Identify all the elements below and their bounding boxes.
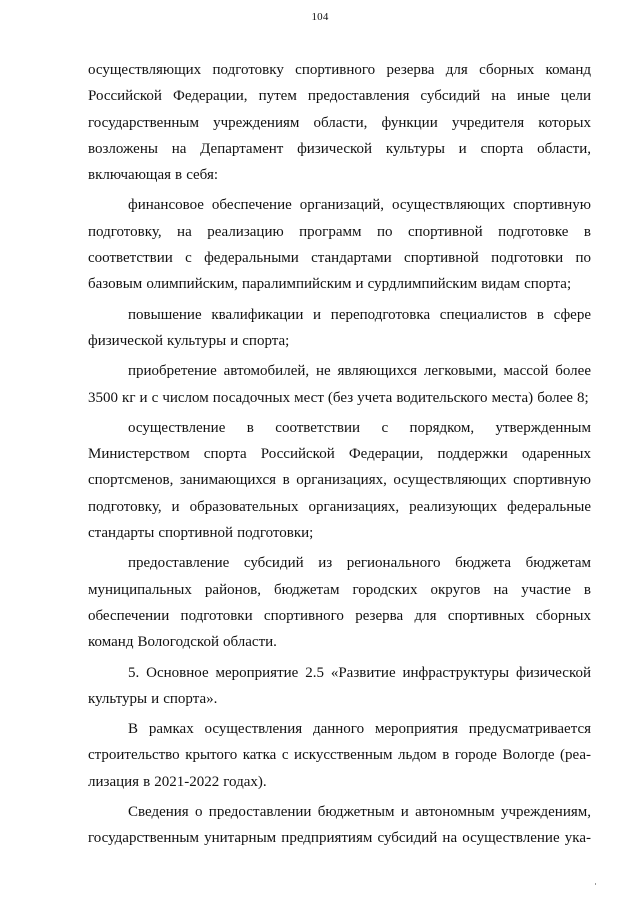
- paragraph: [88, 550, 591, 655]
- paragraph: [88, 302, 591, 355]
- document-body: [88, 57, 591, 852]
- paragraph: [88, 358, 591, 411]
- text-line: соответствии с федеральными стандартами спортивной подготовки по: [88, 250, 591, 267]
- text-line: осуществляющих подготовку спортивного резерва для сборных команд: [88, 62, 591, 78]
- scan-mark: [595, 883, 596, 885]
- text-line: государственным унитарным предприятиям субсидий на осуществление ука-: [88, 830, 591, 847]
- text-line: 3500 кг и с числом посадочных мест (без учета водительского места) более 8;: [88, 389, 589, 406]
- text-line: подготовку, на реализацию программ по спортивной подготовке в: [88, 223, 591, 240]
- text-line: базовым олимпийским, паралимпийским и сурдлимпийским видам спорта;: [88, 276, 572, 293]
- paragraph: [88, 57, 591, 188]
- text-line: В рамках осуществления данного мероприятия предусматривается: [128, 721, 591, 738]
- text-line: предоставление субсидий из регионального бюджета бюджетам: [128, 555, 591, 572]
- text-line: 5. Основное мероприятие 2.5 «Развитие инфраструктуры физической: [128, 664, 591, 681]
- text-line: Российской Федерации, путем предоставления субсидий на иные цели: [88, 88, 591, 105]
- paragraph: [88, 716, 591, 795]
- text-line: Сведения о предоставлении бюджетным и автономным учреждениям,: [128, 804, 591, 821]
- text-line: строительство крытого катка с искусственным льдом в городе Вологде (реа-: [88, 747, 591, 764]
- text-line: спортсменов, занимающихся в организациях, осуществляющих спортивную: [88, 472, 591, 489]
- text-line: возложены на Департамент физической культуры и спорта области,: [88, 140, 591, 157]
- text-line: муниципальных районов, бюджетам городских округов на участие в: [88, 581, 591, 598]
- paragraph: [88, 799, 591, 852]
- text-line: включающая в себя:: [88, 167, 219, 184]
- text-line: повышение квалификации и переподготовка специалистов в сфере: [128, 306, 591, 323]
- text-line: культуры и спорта».: [88, 690, 218, 707]
- text-line: обеспечении подготовки спортивного резерва для спортивных сборных: [88, 607, 591, 624]
- text-line: Министерством спорта Российской Федерации, поддержки одаренных: [88, 446, 591, 463]
- text-line: финансовое обеспечение организаций, осуществляющих спортивную: [128, 197, 591, 214]
- text-line: государственным учреждениям области, функции учредителя которых: [88, 114, 591, 131]
- text-line: физической культуры и спорта;: [88, 332, 290, 349]
- text-line: стандарты спортивной подготовки;: [88, 525, 314, 542]
- text-line: команд Вологодской области.: [88, 634, 277, 651]
- text-line: осуществление в соответствии с порядком, утвержденным: [128, 419, 591, 436]
- text-line: лизация в 2021-2022 годах).: [88, 773, 267, 790]
- text-line: подготовку, и образовательных организациях, реализующих федеральные: [88, 498, 591, 515]
- text-line: приобретение автомобилей, не являющихся легковыми, массой более: [128, 363, 591, 380]
- paragraph: [88, 192, 591, 297]
- page-number: 104: [311, 11, 329, 23]
- paragraph: [88, 660, 591, 713]
- paragraph: [88, 415, 591, 546]
